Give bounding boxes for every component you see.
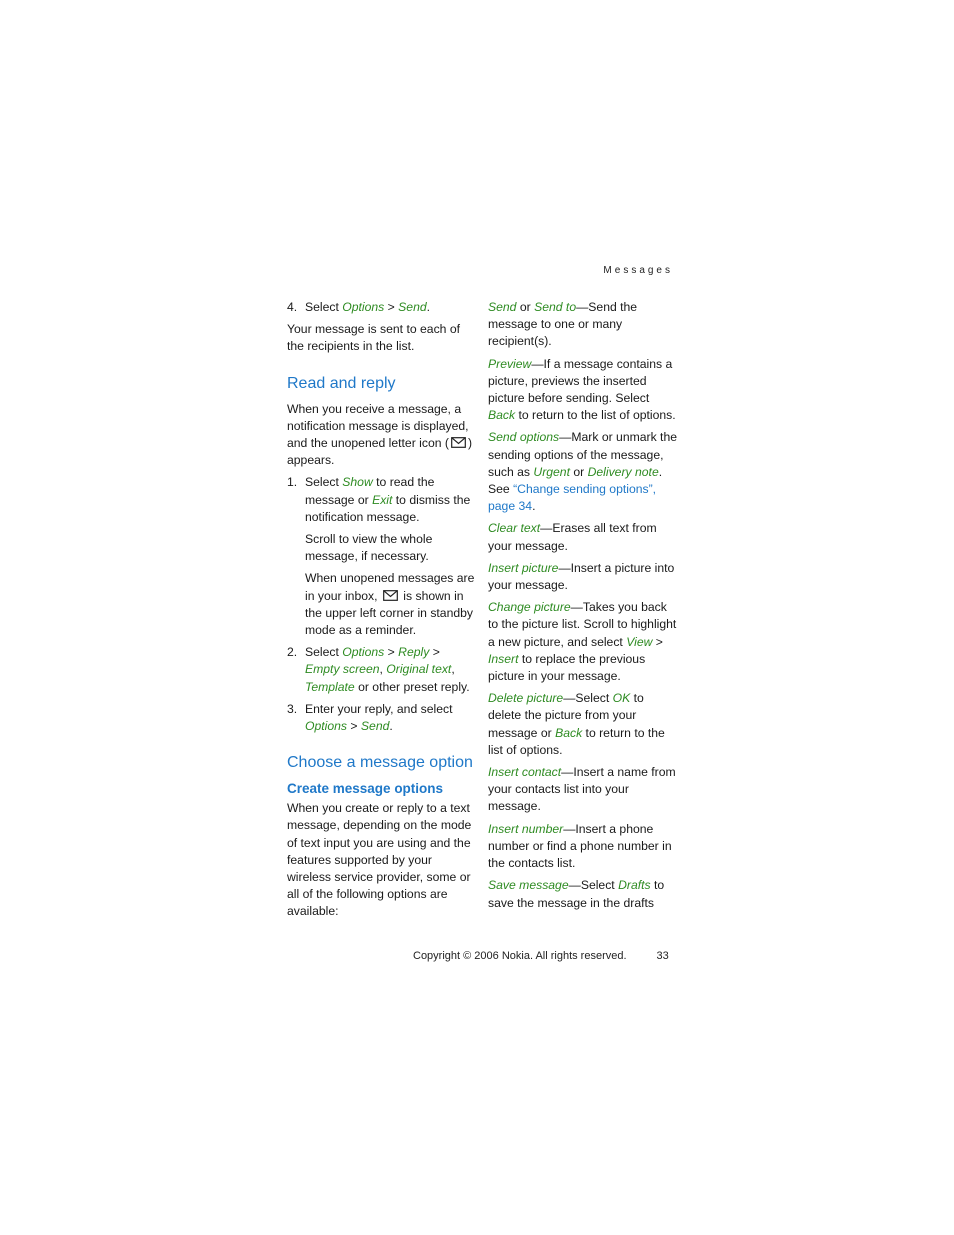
option-save-message: Save message—Select Drafts to save the message in the drafts <box>488 878 665 910</box>
send-term: Send <box>398 300 427 314</box>
option-clear-text: Clear text—Erases all text from your message. <box>488 521 657 553</box>
step-1: 1. Select Show to read the message or Exit to dismiss the notification message. <box>287 475 471 524</box>
step-2: 2. Select Options > Reply > Empty screen, Original text, Template or other preset reply. <box>287 645 470 694</box>
right-column <box>488 299 678 917</box>
create-body: When you create or reply to a text message, depending on the mode of text input you are using and the features supported by your wireless service provider, some or all of the following options are available: <box>287 801 472 919</box>
scroll-note: Scroll to view the whole message, if necessary. <box>305 532 433 564</box>
page-footer <box>413 950 669 962</box>
sent-note: Your message is sent to each of the recipients in the list. <box>287 322 460 354</box>
copyright: Copyright © 2006 Nokia. All rights reserved. <box>413 950 627 962</box>
heading-create-options: Create message options <box>287 781 444 797</box>
read-intro: When you receive a message, a notification message is displayed, and the unopened letter icon ( ) appears. <box>287 401 473 468</box>
step-3: 3. Enter your reply, and select Options > Send. <box>287 701 453 734</box>
option-preview: Preview—If a message contains a picture, previews the inserted picture before sending. Select Back to return to the list of options. <box>488 356 676 423</box>
option-delete-picture: Delete picture—Select OK to delete the picture from your message or Back to return to the list of options. <box>488 691 665 757</box>
heading-choose-option: Choose a message option <box>287 754 473 772</box>
options-term: Options <box>342 300 385 314</box>
option-insert-number: Insert number—Insert a phone number or find a phone number in the contacts list. <box>488 821 672 871</box>
envelope-icon <box>451 437 466 448</box>
envelope-icon <box>383 590 398 601</box>
change-sending-options-link[interactable]: “Change sending options”, page 34 <box>488 482 657 514</box>
option-change-picture: Change picture—Takes you back to the picture list. Scroll to highlight a new picture, and select View > Insert to replace the previous picture in your message. <box>488 600 677 684</box>
option-insert-contact: Insert contact—Insert a name from your contacts list into your message. <box>488 765 676 814</box>
step-4: 4. Select Options > Send. <box>287 300 431 314</box>
running-header: Messages <box>603 265 673 276</box>
option-insert-picture: Insert picture—Insert a picture into your message. <box>488 560 675 593</box>
left-column <box>287 299 475 926</box>
heading-read-and-reply: Read and reply <box>287 374 396 392</box>
exit-term: Exit <box>372 492 393 507</box>
option-send-options: Send options—Mark or unmark the sending options of the message, such as Urgent or Delivery note. See “Change sending options”, page 34. <box>488 430 678 514</box>
unopened-note: When unopened messages are in your inbox, is shown in the upper left corner in standby mode as a reminder. <box>305 571 475 638</box>
option-send: Send or Send to—Send the message to one or many recipient(s). <box>488 300 638 349</box>
page-number: 33 <box>656 950 669 962</box>
show-term: Show <box>342 475 373 490</box>
